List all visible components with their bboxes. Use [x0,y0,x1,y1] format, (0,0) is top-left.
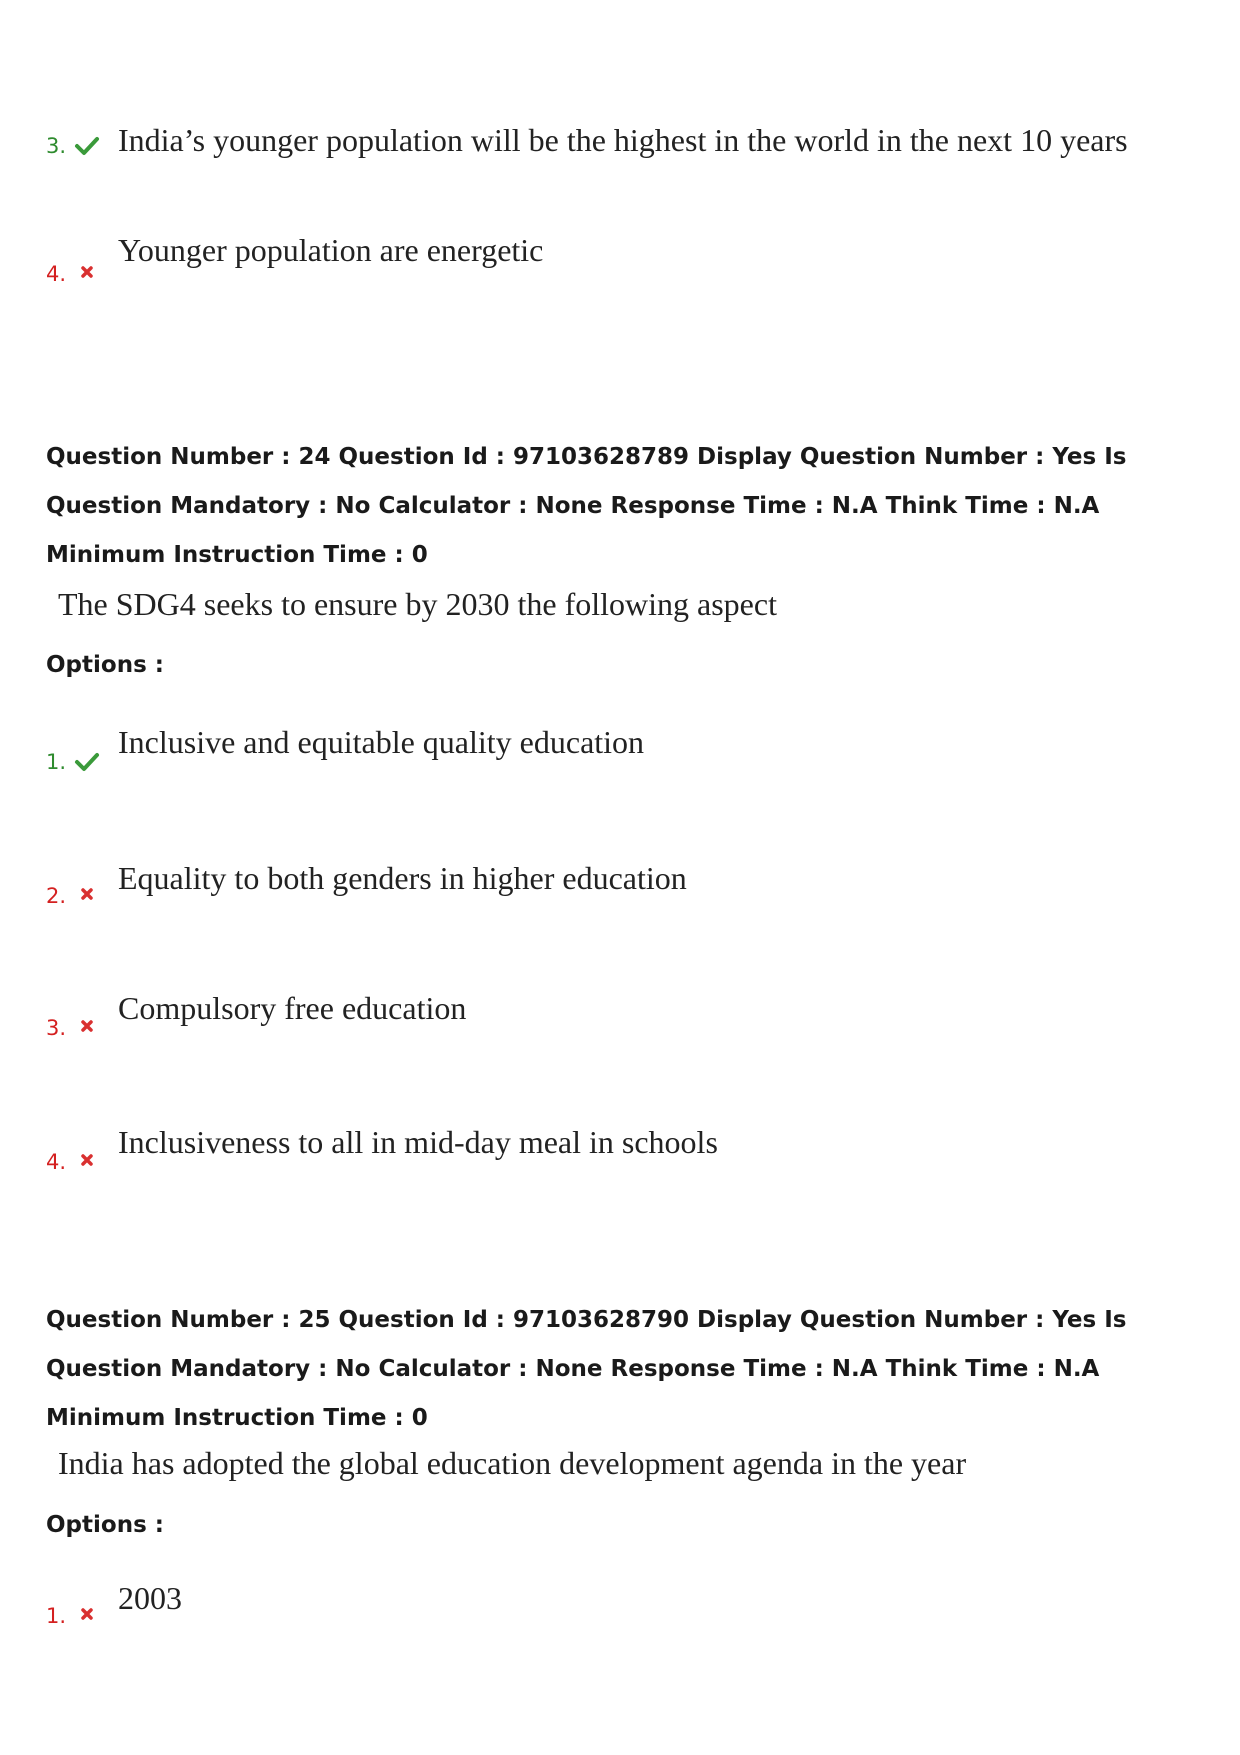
cross-icon [74,1152,100,1172]
option-number: 4. [46,262,67,286]
option-text: Equality to both genders in higher education [118,860,687,896]
option-text: Younger population are energetic [118,232,544,268]
question-meta: Question Number : 24 Question Id : 97103628789 Display Question Number : Yes Is Question Mandatory : No Calculator : None Response Time : N.A Think Time : N.A Minimum Instruction Time : 0 [46,444,1127,568]
checkmark-icon [74,752,100,772]
option-number: 3. [46,1016,67,1040]
cross-icon [74,1018,100,1038]
option-number: 1. [46,1604,67,1628]
option-number: 4. [46,1150,67,1174]
question-text: The SDG4 seeks to ensure by 2030 the following aspect [58,586,777,622]
option-number: 3. [46,134,67,158]
option-text: Compulsory free education [118,990,467,1026]
option-number: 2. [46,884,67,908]
option-text: India’s younger population will be the highest in the world in the next 10 years [118,122,1128,158]
option-text: 2003 [118,1580,182,1616]
options-label: Options : [46,1512,164,1538]
cross-icon [74,886,100,906]
checkmark-icon [74,136,100,156]
cross-icon [74,264,100,284]
option-text: Inclusiveness to all in mid-day meal in schools [118,1124,718,1160]
cross-icon [74,1606,100,1626]
option-text: Inclusive and equitable quality education [118,724,645,760]
option-number: 1. [46,750,67,774]
options-label: Options : [46,652,164,678]
question-text: India has adopted the global education development agenda in the year [58,1445,967,1481]
question-meta: Question Number : 25 Question Id : 97103628790 Display Question Number : Yes Is Question Mandatory : No Calculator : None Response Time : N.A Think Time : N.A Minimum Instruction Time : 0 [46,1307,1127,1431]
